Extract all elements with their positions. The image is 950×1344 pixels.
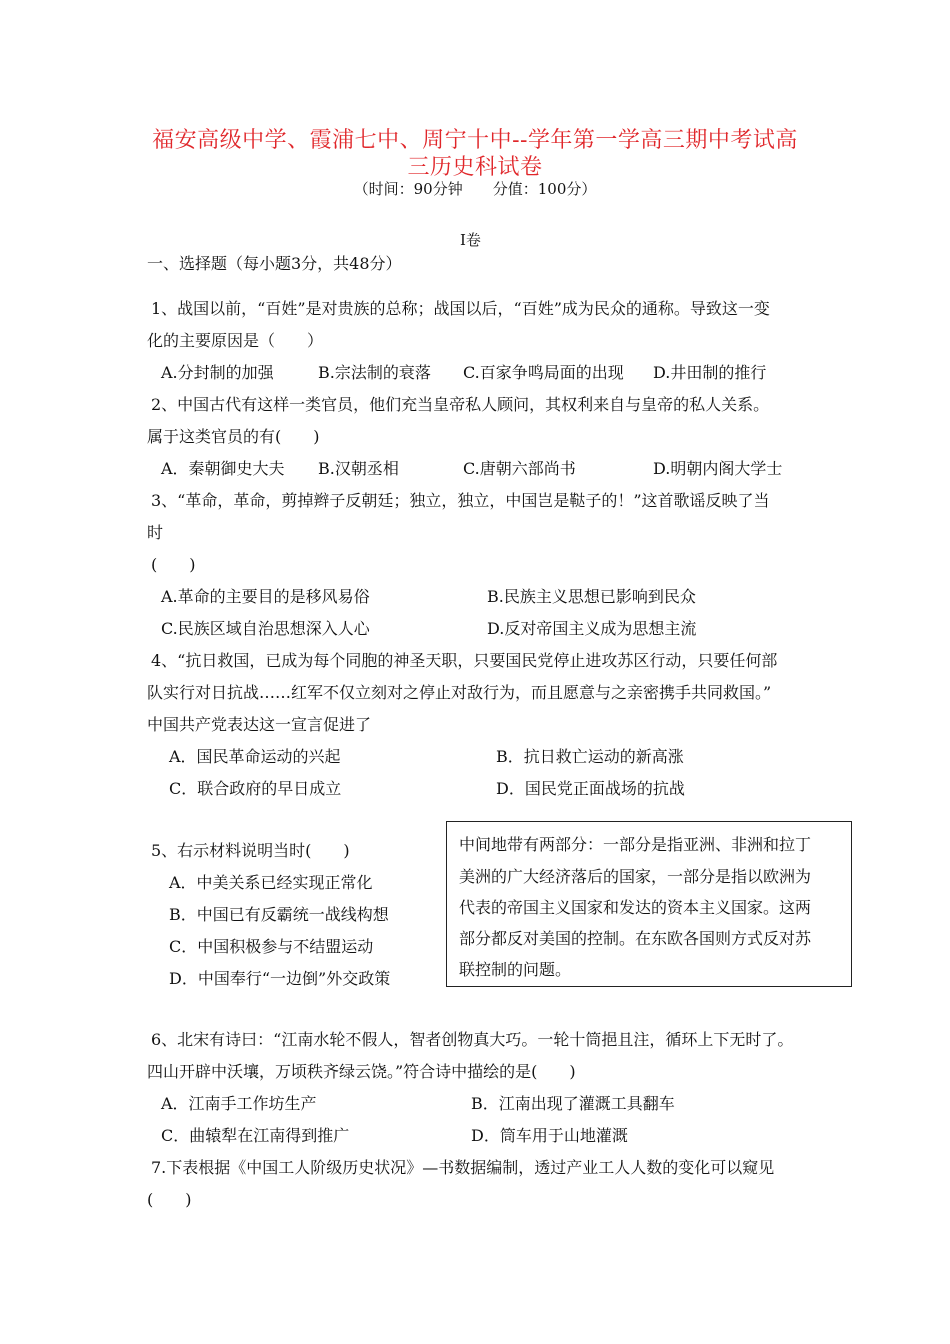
q3-option-d[interactable]: D.反对帝国主义成为思想主流 bbox=[487, 619, 697, 638]
q1-option-a[interactable]: A.分封制的加强 bbox=[161, 363, 274, 382]
q4-option-c[interactable]: C．联合政府的早日成立 bbox=[169, 779, 342, 798]
q5-material-box bbox=[446, 821, 852, 987]
q4-option-d[interactable]: D．国民党正面战场的抗战 bbox=[496, 779, 685, 798]
q2-option-c[interactable]: C.唐朝六部尚书 bbox=[463, 459, 576, 478]
exam-title-line1: 福安高级中学、霞浦七中、周宁十中--学年第一学高三期中考试高 bbox=[152, 128, 798, 153]
q3-stem-line3: ( ) bbox=[151, 555, 196, 574]
q6-stem-line1: 6、北宋有诗曰：“江南水轮不假人，智者创物真大巧。一轮十筒挹且注，循环上下无时了。 bbox=[151, 1030, 794, 1049]
q3-option-a[interactable]: A.革命的主要目的是移风易俗 bbox=[161, 587, 370, 606]
material-line: 代表的帝国主义国家和发达的资本主义国家。这两 bbox=[459, 898, 812, 917]
q2-stem-line1: 2、中国古代有这样一类官员，他们充当皇帝私人顾问，其权利来自与皇帝的私人关系。 bbox=[151, 395, 770, 414]
section-heading: 一、选择题（每小题3分，共48分） bbox=[147, 254, 402, 273]
volume-label: I卷 bbox=[460, 231, 481, 249]
q4-stem-line1: 4、“抗日救国，已成为每个同胞的神圣天职，只要国民党停止进攻苏区行动，只要任何部 bbox=[151, 651, 778, 670]
exam-title-line2: 三历史科试卷 bbox=[407, 155, 543, 180]
q3-option-c[interactable]: C.民族区域自治思想深入人心 bbox=[161, 619, 370, 638]
q5-option-d[interactable]: D．中国奉行“一边倒”外交政策 bbox=[169, 969, 391, 988]
q1-option-d[interactable]: D.井田制的推行 bbox=[653, 363, 767, 382]
q3-stem-line1: 3、“革命，革命，剪掉辫子反朝廷；独立，独立，中国岂是鞑子的！”这首歌谣反映了当 bbox=[151, 491, 770, 510]
q2-option-a[interactable]: A．秦朝御史大夫 bbox=[161, 459, 285, 478]
material-line: 中间地带有两部分：一部分是指亚洲、非洲和拉丁 bbox=[459, 835, 812, 854]
q1-option-c[interactable]: C.百家争鸣局面的出现 bbox=[463, 363, 624, 382]
exam-meta: （时间：90分钟 分值：100分） bbox=[353, 180, 597, 198]
q4-option-b[interactable]: B．抗日救亡运动的新高涨 bbox=[496, 747, 684, 766]
q1-stem-line2: 化的主要原因是（ ） bbox=[147, 331, 324, 350]
q1-stem-line1: 1、战国以前，“百姓”是对贵族的总称；战国以后，“百姓”成为民众的通称。导致这一变 bbox=[151, 299, 770, 318]
q6-option-d[interactable]: D．筒车用于山地灌溉 bbox=[471, 1126, 628, 1145]
material-line: 联控制的问题。 bbox=[459, 960, 572, 979]
q5-stem: 5、右示材料说明当时( ) bbox=[151, 841, 350, 860]
q2-option-b[interactable]: B.汉朝丞相 bbox=[318, 459, 399, 478]
q5-option-a[interactable]: A．中美关系已经实现正常化 bbox=[169, 873, 373, 892]
q4-stem-line2: 队实行对日抗战……红军不仅立刻对之停止对敌行为，而且愿意与之亲密携手共同救国。” bbox=[147, 683, 772, 702]
q4-option-a[interactable]: A．国民革命运动的兴起 bbox=[169, 747, 341, 766]
q6-option-a[interactable]: A．江南手工作坊生产 bbox=[161, 1094, 317, 1113]
q2-option-d[interactable]: D.明朝内阁大学士 bbox=[653, 459, 783, 478]
q6-option-b[interactable]: B．江南出现了灌溉工具翻车 bbox=[471, 1094, 675, 1113]
q1-option-b[interactable]: B.宗法制的衰落 bbox=[318, 363, 431, 382]
q5-option-b[interactable]: B．中国已有反霸统一战线构想 bbox=[169, 905, 389, 924]
material-line: 美洲的广大经济落后的国家，一部分是指以欧洲为 bbox=[459, 867, 812, 886]
q6-stem-line2: 四山开辟中沃壤，万顷秩齐绿云饶。”符合诗中描绘的是( ) bbox=[147, 1062, 576, 1081]
q2-stem-line2: 属于这类官员的有( ) bbox=[147, 427, 320, 446]
q4-stem-line3: 中国共产党表达这一宣言促进了 bbox=[147, 715, 372, 734]
q3-stem-line2: 时 bbox=[147, 523, 164, 542]
q7-stem-line2: ( ) bbox=[147, 1190, 192, 1209]
material-line: 部分都反对美国的控制。在东欧各国则方式反对苏 bbox=[459, 929, 812, 948]
q7-stem-line1: 7.下表根据《中国工人阶级历史状况》—书数据编制，透过产业工人人数的变化可以窥见 bbox=[151, 1158, 775, 1177]
q5-option-c[interactable]: C．中国积极参与不结盟运动 bbox=[169, 937, 374, 956]
q3-option-b[interactable]: B.民族主义思想已影响到民众 bbox=[487, 587, 696, 606]
q6-option-c[interactable]: C．曲辕犁在江南得到推广 bbox=[161, 1126, 350, 1145]
